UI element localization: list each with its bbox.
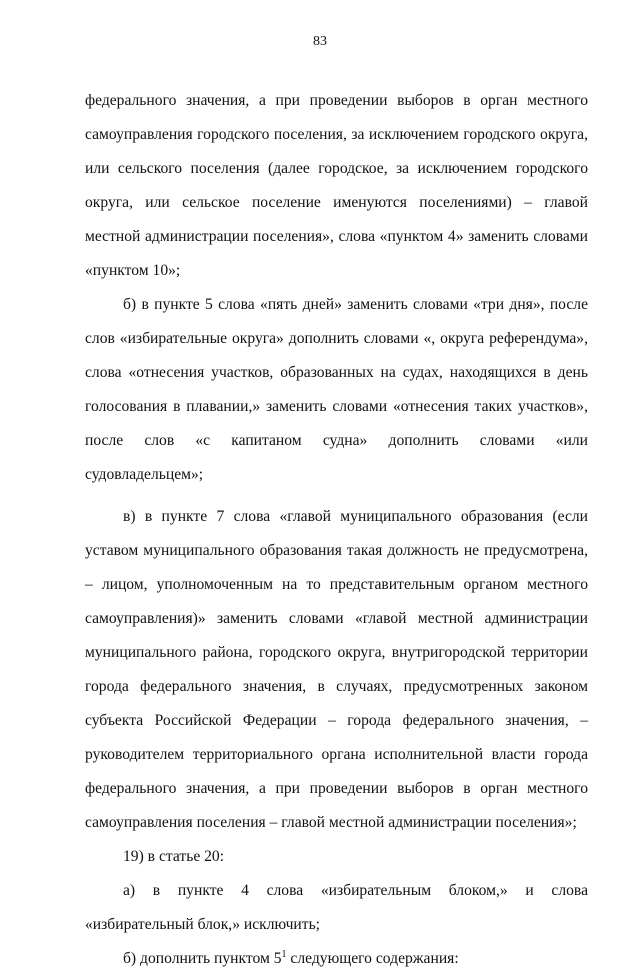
paragraph-continuation: федерального значения, а при проведении выборов в орган местного самоуправления городского поселения, за исключением городского округа, или сельского поселения (далее городское, за исключением городского округа, или сельское поселение именуются поселениями) – главой местной администрации поселения», слова «пунктом 4» заменить словами «пунктом 10»; — [85, 92, 588, 279]
page-number: 83 — [313, 34, 327, 49]
paragraph-item-b-point-5: б) в пункте 5 слова «пять дней» заменить словами «три дня», после слов «избирательные округа» дополнить словами «, округа референдума», слова «отнесения участков, образованных на судах, находящихся в день голосования в плавании,» заменить словами «отнесения таких участков», после слов «с капитаном судна» дополнить словами «или судовладельцем»; — [85, 296, 588, 483]
paragraph-text-before: б) дополнить пунктом 5 — [123, 950, 282, 967]
document-body — [85, 84, 588, 976]
paragraph-text-after: следующего содержания: — [286, 950, 459, 967]
paragraph-item-b-add-point — [85, 942, 588, 976]
superscript-number: 1 — [281, 948, 287, 960]
paragraph-item-v-point-7: в) в пункте 7 слова «главой муниципального образования (если уставом муниципального образования такая должность не предусмотрена, – лицом, уполномоченным на то представительным органом местного самоуправления)» заменить словами «главой местной администрации муниципального района, городского округа, внутригородской территории города федерального значения, в случаях, предусмотренных законом субъекта Российской Федерации – города федерального значения, – руководителем территориального органа исполнительной власти города федерального значения, а при проведении выборов в орган местного самоуправления поселения – главой местной администрации поселения»; — [85, 508, 588, 831]
paragraph-item-a-point-4: а) в пункте 4 слова «избирательным блоком,» и слова «избирательный блок,» исключить; — [85, 882, 588, 933]
paragraph-item-19-article-20: 19) в статье 20: — [123, 848, 225, 865]
